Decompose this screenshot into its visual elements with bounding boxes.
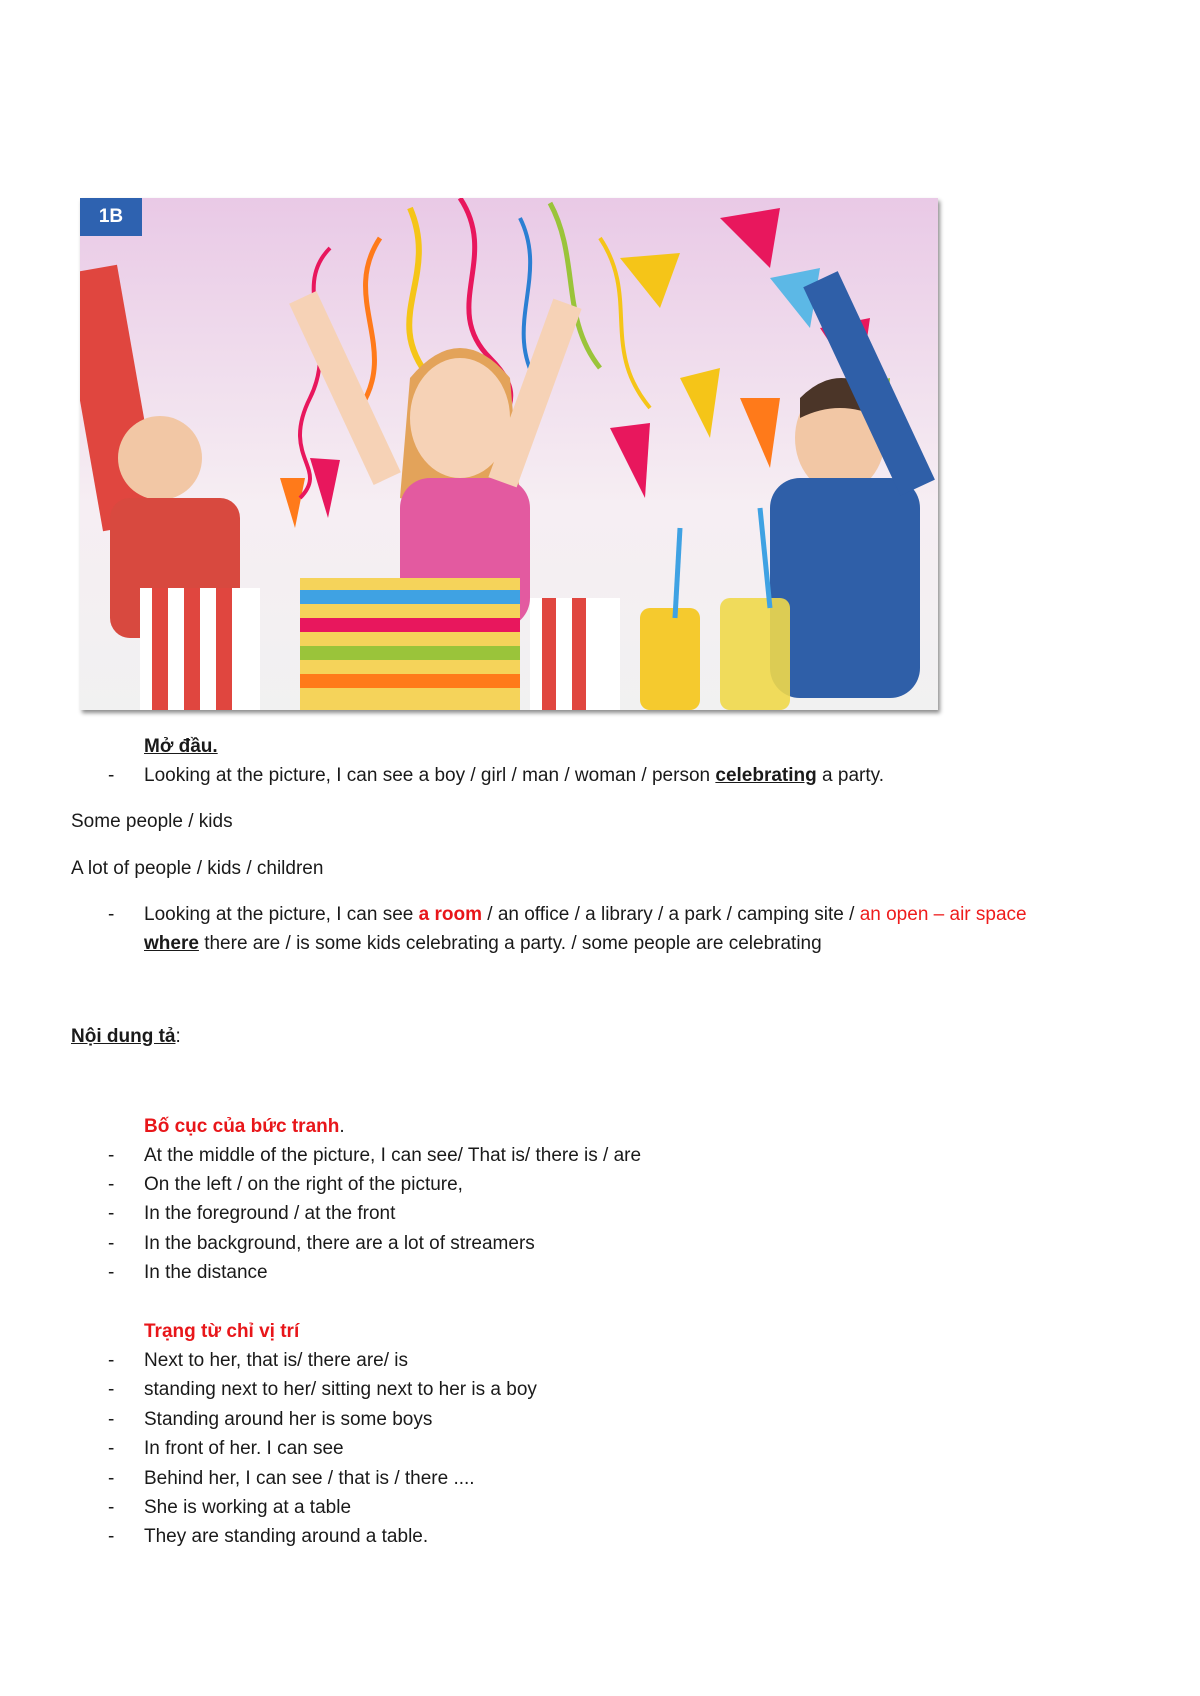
intro-line-3: where there are / is some kids celebrating a party. / some people are celebrating <box>144 933 822 954</box>
intro-line-1: Looking at the picture, I can see a boy / girl / man / woman / person celebrating a party. <box>144 765 884 786</box>
bullet: - <box>108 1438 115 1459</box>
bullet: - <box>108 1379 115 1400</box>
position-item: She is working at a table <box>144 1497 352 1518</box>
position-adverbs-heading: Trạng từ chỉ vị trí <box>144 1321 300 1342</box>
intro-alternative-1: Some people / kids <box>71 811 233 832</box>
bullet: - <box>108 1497 115 1518</box>
bullet: - <box>108 1233 115 1254</box>
bullet: - <box>108 1409 115 1430</box>
composition-item: At the middle of the picture, I can see/ That is/ there is / are <box>144 1145 642 1166</box>
position-item: standing next to her/ sitting next to her is a boy <box>144 1379 537 1400</box>
highlight-open-air-space: an open – air space <box>859 904 1027 925</box>
bullet: - <box>108 1468 115 1489</box>
bullet: - <box>108 1203 115 1224</box>
party-photo <box>80 198 938 710</box>
party-illustration <box>80 198 938 710</box>
position-item: In front of her. I can see <box>144 1438 344 1459</box>
bullet: - <box>108 1145 115 1166</box>
bullet: - <box>108 1262 115 1283</box>
keyword-celebrating: celebrating <box>715 765 817 786</box>
composition-item: On the left / on the right of the picture, <box>144 1174 463 1195</box>
composition-item: In the background, there are a lot of streamers <box>144 1233 535 1254</box>
bullet: - <box>108 1350 115 1371</box>
composition-heading: Bố cục của bức tranh. <box>144 1116 345 1137</box>
intro-heading: Mở đầu. <box>144 736 218 757</box>
bullet: - <box>108 1526 115 1547</box>
bullet: - <box>108 904 115 925</box>
bullet: - <box>108 1174 115 1195</box>
content-heading: Nội dung tả: <box>71 1026 181 1047</box>
position-item: Behind her, I can see / that is / there .... <box>144 1468 475 1489</box>
composition-item: In the distance <box>144 1262 268 1283</box>
intro-alternative-2: A lot of people / kids / children <box>71 858 324 879</box>
position-item: Standing around her is some boys <box>144 1409 433 1430</box>
position-item: Next to her, that is/ there are/ is <box>144 1350 409 1371</box>
keyword-where: where <box>144 933 199 954</box>
position-item: They are standing around a table. <box>144 1526 429 1547</box>
bullet: - <box>108 765 115 786</box>
intro-line-2: Looking at the picture, I can see a room / an office / a library / a park / camping site / an open – air space <box>144 904 1027 925</box>
highlight-a-room: a room <box>418 904 482 925</box>
exercise-badge: 1B <box>80 198 142 236</box>
composition-item: In the foreground / at the front <box>144 1203 396 1224</box>
